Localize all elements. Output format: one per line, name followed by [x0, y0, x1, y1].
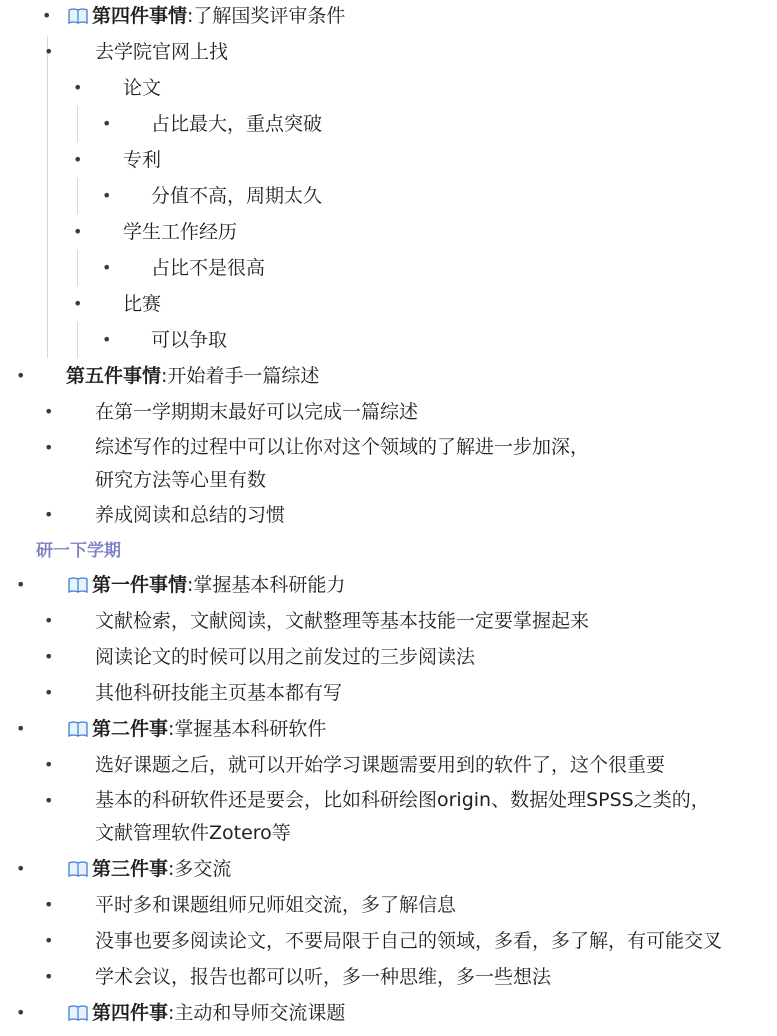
item-text-line: 综述写作的过程中可以让你对这个领域的了解进一步加深，: [95, 436, 590, 458]
outline-item-level2[interactable]: [0, 959, 777, 995]
bullet: •: [44, 402, 54, 421]
bullet: •: [16, 366, 26, 385]
item-text: 平时多和课题组师兄师姐交流，多了解信息: [95, 894, 457, 916]
outline-item-level1[interactable]: [0, 358, 777, 394]
item-title: 第四件事: [92, 1002, 169, 1024]
item-text: 选好课题之后，就可以开始学习课题需要用到的软件了，这个很重要: [95, 754, 666, 776]
item-text: 分值不高，周期太久: [151, 185, 323, 207]
item-text: 论文: [123, 77, 162, 99]
item-text: 占比不是很高: [151, 257, 266, 279]
bullet: •: [44, 895, 54, 914]
open-book-icon: [68, 721, 88, 737]
item-text: 文献检索，文献阅读，文献整理等基本技能一定要掌握起来: [95, 610, 590, 632]
outline-item-level4[interactable]: [0, 178, 777, 214]
outline-item-level2[interactable]: [0, 747, 777, 783]
outline-item-level4[interactable]: [0, 106, 777, 142]
bullet: •: [16, 1003, 26, 1022]
outline-item-level2[interactable]: [0, 639, 777, 675]
open-book-icon: [68, 861, 88, 877]
item-description: :主动和导师交流课题: [168, 1002, 346, 1024]
bullet: •: [44, 505, 54, 524]
bullet: •: [102, 258, 112, 277]
outline-item-level4[interactable]: [0, 250, 777, 286]
outline-item-level3[interactable]: [0, 286, 777, 322]
outline-item-level3[interactable]: [0, 70, 777, 106]
item-title: 第三件事: [92, 858, 169, 880]
bullet: •: [44, 647, 54, 666]
item-text-line: 研究方法等心里有数: [95, 469, 267, 491]
item-text: 在第一学期期末最好可以完成一篇综述: [95, 401, 419, 423]
open-book-icon: [68, 1005, 88, 1021]
bullet: •: [44, 755, 54, 774]
item-text: 可以争取: [151, 329, 228, 351]
bullet: •: [73, 222, 83, 241]
outline-item-level3[interactable]: [0, 142, 777, 178]
item-text: 其他科研技能主页基本都有写: [95, 682, 343, 704]
bullet: •: [73, 78, 83, 97]
bullet: •: [73, 294, 83, 313]
outline-item-level3[interactable]: [0, 214, 777, 250]
item-text: 学术会议，报告也都可以听，多一种思维，多一些想法: [95, 966, 552, 988]
item-title: 第五件事情: [66, 365, 162, 387]
open-book-icon: [68, 577, 88, 593]
outline-item-level1[interactable]: [0, 711, 777, 747]
outline-item-level1[interactable]: [0, 851, 777, 887]
bullet: •: [44, 438, 54, 457]
outline-item-level2[interactable]: [0, 923, 777, 959]
item-description: :了解国奖评审条件: [187, 5, 346, 27]
item-description: :多交流: [168, 858, 232, 880]
outline-item-level2[interactable]: [0, 34, 777, 70]
semester-heading: 研一下学期: [36, 541, 121, 561]
outline-item-level1[interactable]: [0, 567, 777, 603]
bullet: •: [73, 150, 83, 169]
item-text: 没事也要多阅读论文，不要局限于自己的领域，多看，多了解，有可能交叉: [95, 930, 723, 952]
outline-item-level1[interactable]: [0, 0, 777, 34]
bullet: •: [44, 931, 54, 950]
outline-item-level2[interactable]: [0, 675, 777, 711]
item-title: 第一件事情: [92, 574, 188, 596]
outline-item-level1[interactable]: [0, 995, 777, 1031]
open-book-icon: [68, 8, 88, 24]
bullet: •: [102, 330, 112, 349]
outline-item-level2[interactable]: [0, 497, 777, 533]
bullet: •: [16, 859, 26, 878]
item-text-line: 基本的科研软件还是要会，比如科研绘图origin、数据处理SPSS之类的，: [95, 789, 710, 811]
bullet: •: [102, 114, 112, 133]
item-text: 专利: [123, 149, 162, 171]
outline-item-level2[interactable]: [0, 887, 777, 923]
item-description: :开始着手一篇综述: [161, 365, 320, 387]
item-text: 去学院官网上找: [95, 41, 229, 63]
bullet: •: [44, 791, 54, 810]
item-text-line: 文献管理软件Zotero等: [95, 822, 291, 844]
bullet: •: [16, 575, 26, 594]
item-title: 第四件事情: [92, 5, 188, 27]
item-text: 比赛: [123, 293, 162, 315]
item-text: 阅读论文的时候可以用之前发过的三步阅读法: [95, 646, 476, 668]
bullet: •: [44, 611, 54, 630]
bullet: •: [44, 967, 54, 986]
bullet: •: [42, 6, 52, 25]
bullet: •: [44, 683, 54, 702]
bullet: •: [16, 719, 26, 738]
outline-item-level2[interactable]: [0, 394, 777, 430]
item-text: 学生工作经历: [123, 221, 238, 243]
outline-item-level4[interactable]: [0, 322, 777, 358]
item-text: 养成阅读和总结的习惯: [95, 504, 286, 526]
outline-item-level2[interactable]: [0, 603, 777, 639]
outline-item-level2[interactable]: [0, 430, 777, 498]
bullet: •: [102, 186, 112, 205]
bullet: •: [44, 42, 54, 61]
item-description: :掌握基本科研能力: [187, 574, 346, 596]
item-title: 第二件事: [92, 718, 169, 740]
outline-item-level2[interactable]: [0, 783, 777, 851]
item-text: 占比最大，重点突破: [151, 113, 323, 135]
item-description: :掌握基本科研软件: [168, 718, 327, 740]
